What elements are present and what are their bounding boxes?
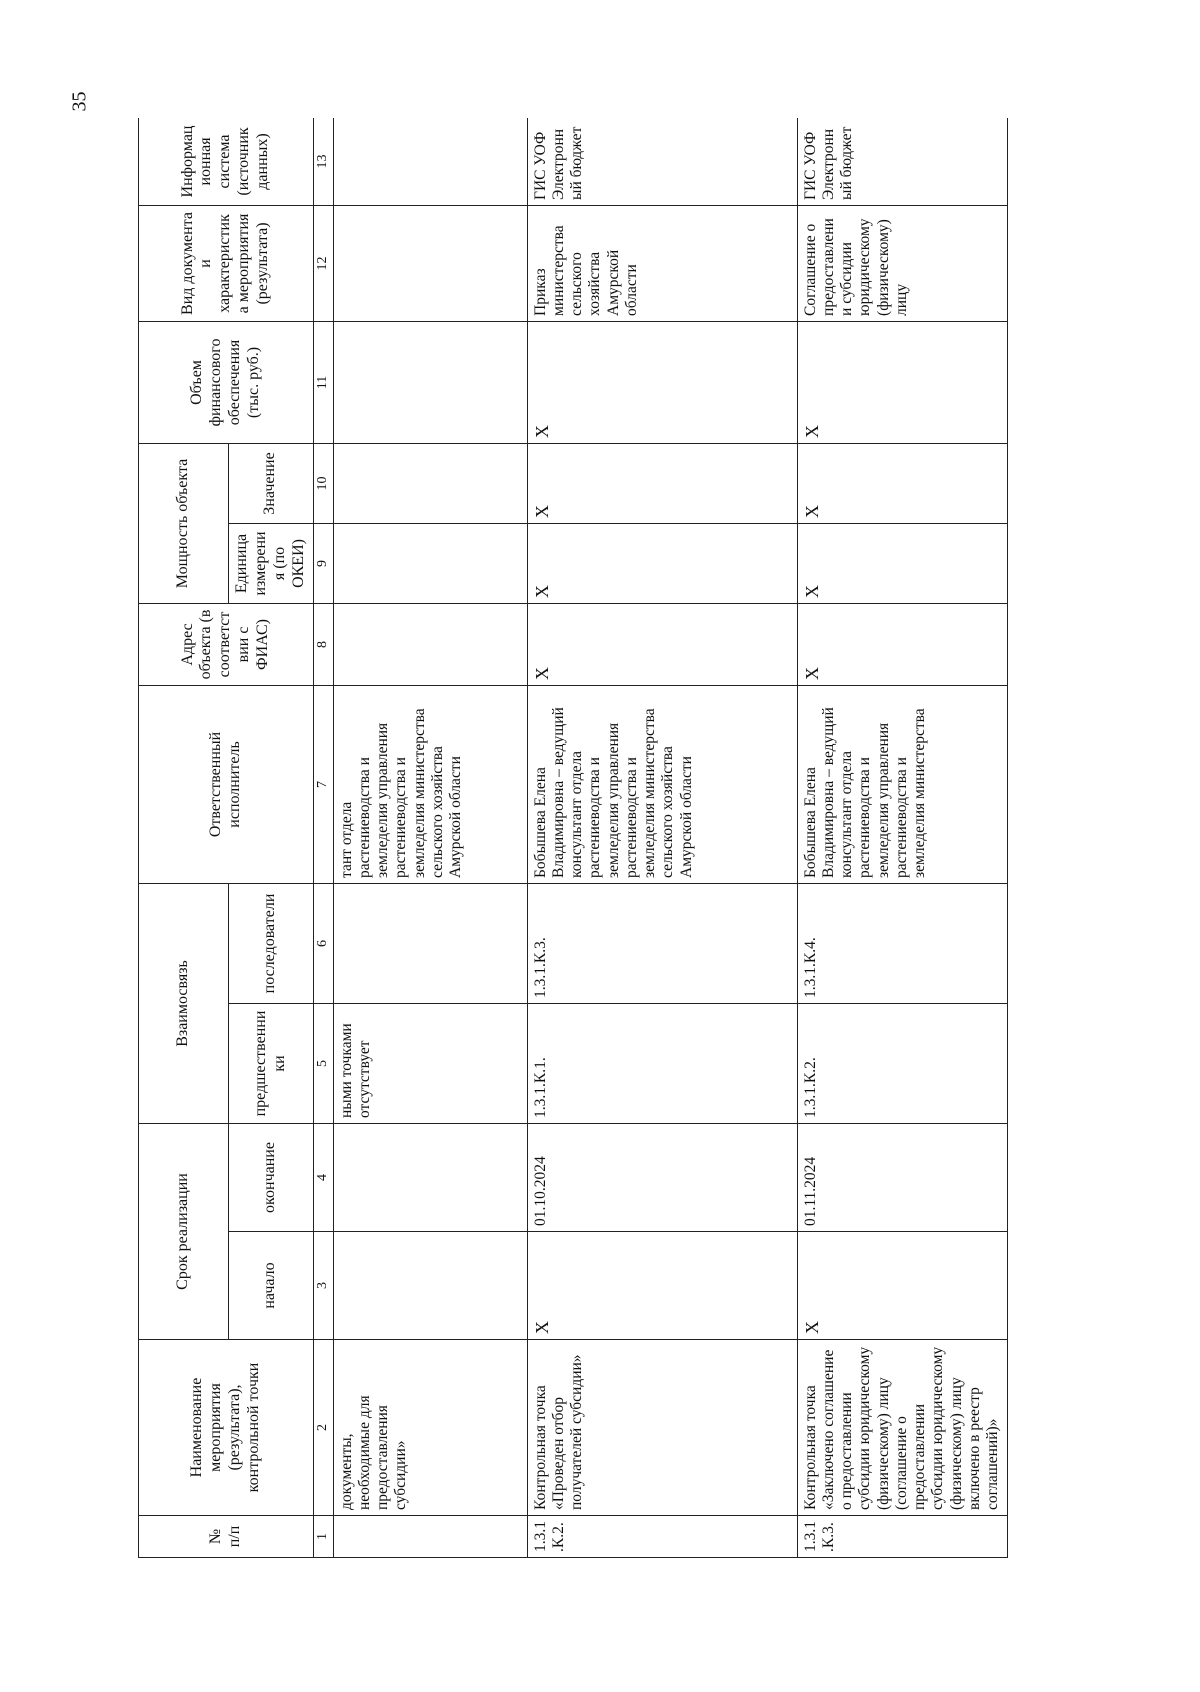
header-link: Взаимосвязь	[139, 883, 229, 1123]
header-info-system: Информационная система (источник данных)	[139, 118, 314, 205]
column-number: 6	[313, 883, 333, 1003]
column-number: 11	[313, 321, 333, 443]
column-number: 3	[313, 1232, 333, 1340]
column-number: 7	[313, 685, 333, 883]
row-name: Контрольная точка «Заключено соглашение о предоставлении субсидии юридическому (физическому) лицу (соглашение о предоставлении субсидии юридическому (физическому) лицу включено в реестр соглашений)»	[797, 1340, 1007, 1516]
row-end: 01.10.2024	[527, 1123, 797, 1231]
row-prev: ными точками отсутствует	[333, 1003, 527, 1123]
row-name: Контрольная точка «Проведен отбор получателей субсидии»	[527, 1340, 797, 1516]
page-number: 35	[68, 91, 91, 112]
row-start: X	[527, 1232, 797, 1340]
header-capacity: Мощность объекта	[139, 443, 229, 603]
row-value	[333, 443, 527, 523]
header-capacity-value: Значение	[229, 443, 314, 523]
header-num: № п/п	[139, 1516, 314, 1558]
row-doc-type: Приказ министерства сельского хозяйства Амурской области	[527, 205, 797, 321]
row-finance: X	[797, 321, 1007, 443]
row-address: X	[527, 603, 797, 685]
header-address: Адрес объекта (в соответствии с ФИАС)	[139, 603, 314, 685]
column-number: 1	[313, 1516, 333, 1558]
table-row	[797, 118, 1007, 1558]
header-term-end: окончание	[229, 1123, 314, 1231]
header-finance: Объем финансового обеспечения (тыс. руб.)	[139, 321, 314, 443]
row-value: X	[527, 443, 797, 523]
column-number: 10	[313, 443, 333, 523]
row-responsible: Бобышева Елена Владимировна – ведущий консультант отдела растениеводства и земледелия управления растениеводства и земледелия министерства	[797, 685, 1007, 883]
header-capacity-unit: Единица измерения (по ОКЕИ)	[229, 523, 314, 603]
row-info-system	[333, 118, 527, 205]
row-num: 1.3.1.К.2.	[527, 1516, 797, 1558]
header-responsible: Ответственный исполнитель	[139, 685, 314, 883]
row-prev: 1.3.1.К.2.	[797, 1003, 1007, 1123]
row-unit: X	[527, 523, 797, 603]
row-end: 01.11.2024	[797, 1123, 1007, 1231]
row-start: X	[797, 1232, 1007, 1340]
row-info-system: ГИС УОФ Электронный бюджет	[527, 118, 797, 205]
row-start	[333, 1232, 527, 1340]
column-number: 12	[313, 205, 333, 321]
column-number: 5	[313, 1003, 333, 1123]
row-num	[333, 1516, 527, 1558]
row-next	[333, 883, 527, 1003]
row-responsible: тант отдела растениеводства и земледелия управления растениеводства и земледелия министерства сельского хозяйства Амурской области	[333, 685, 527, 883]
header-term: Срок реализации	[139, 1123, 229, 1339]
header-term-start: начало	[229, 1232, 314, 1340]
row-doc-type	[333, 205, 527, 321]
row-next: 1.3.1.К.3.	[527, 883, 797, 1003]
row-unit: X	[797, 523, 1007, 603]
row-info-system: ГИС УОФ Электронный бюджет	[797, 118, 1007, 205]
row-end	[333, 1123, 527, 1231]
plan-table	[138, 118, 1008, 1558]
row-next: 1.3.1.К.4.	[797, 883, 1007, 1003]
header-link-next: последователи	[229, 883, 314, 1003]
row-finance: X	[527, 321, 797, 443]
header-doc-type: Вид документа и характеристика мероприятия (результата)	[139, 205, 314, 321]
row-address	[333, 603, 527, 685]
row-name: документы, необходимые для предоставления субсидии»	[333, 1340, 527, 1516]
row-num: 1.3.1.К.3.	[797, 1516, 1007, 1558]
row-responsible: Бобышева Елена Владимировна – ведущий консультант отдела растениеводства и земледелия управления растениеводства и земледелия министерства сельского хозяйства Амурской области	[527, 685, 797, 883]
row-prev: 1.3.1.К.1.	[527, 1003, 797, 1123]
table-row	[527, 118, 797, 1558]
header-link-prev: предшественники	[229, 1003, 314, 1123]
header-name: Наименование мероприятия (результата), контрольной точки	[139, 1340, 314, 1516]
table-row	[333, 118, 527, 1558]
rotated-sheet	[138, 118, 1138, 1558]
column-number: 4	[313, 1123, 333, 1231]
row-unit	[333, 523, 527, 603]
row-doc-type: Соглашение о предоставлении субсидии юридическому (физическому) лицу	[797, 205, 1007, 321]
column-number: 9	[313, 523, 333, 603]
row-address: X	[797, 603, 1007, 685]
column-number: 2	[313, 1340, 333, 1516]
column-number: 8	[313, 603, 333, 685]
column-number: 13	[313, 118, 333, 205]
row-finance	[333, 321, 527, 443]
row-value: X	[797, 443, 1007, 523]
